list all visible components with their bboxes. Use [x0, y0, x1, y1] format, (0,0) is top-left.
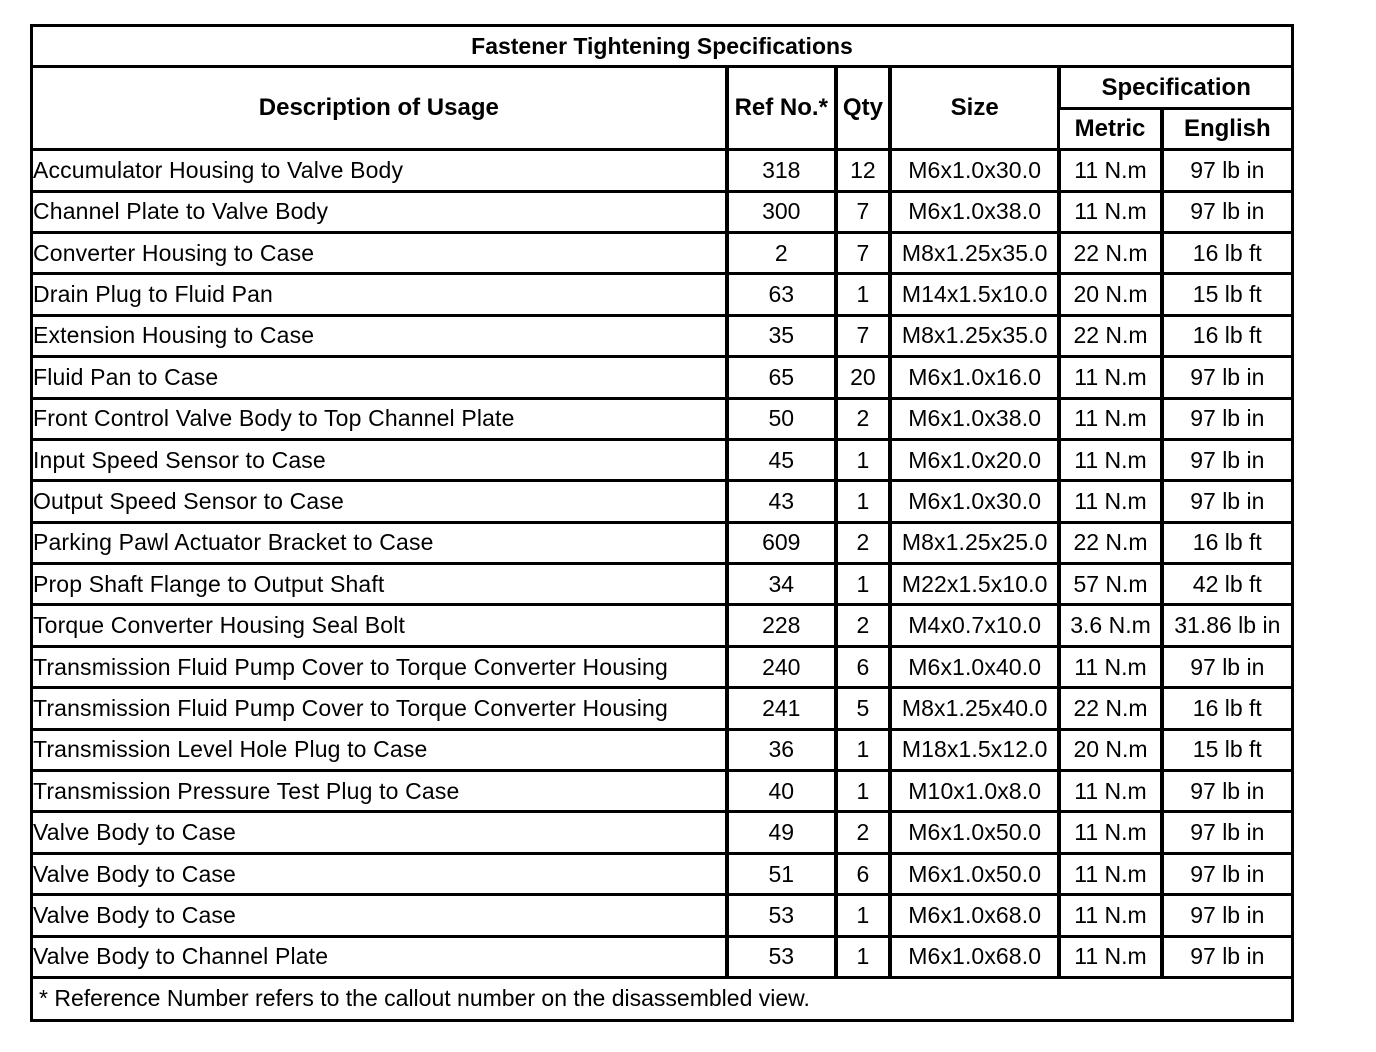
cell-english: 16 lb ft — [1163, 234, 1291, 275]
cell-description: Drain Plug to Fluid Pan — [33, 275, 728, 316]
cell-size: M6x1.0x38.0 — [891, 193, 1060, 234]
cell-size: M6x1.0x68.0 — [891, 938, 1060, 979]
cell-ref-no: 53 — [728, 896, 837, 937]
cell-metric: 11 N.m — [1060, 648, 1162, 689]
cell-metric: 11 N.m — [1060, 482, 1162, 523]
cell-ref-no: 34 — [728, 565, 837, 606]
cell-size: M8x1.25x25.0 — [891, 524, 1060, 565]
cell-qty: 1 — [837, 565, 891, 606]
cell-size: M8x1.25x35.0 — [891, 234, 1060, 275]
header-row-1 — [33, 68, 1291, 109]
cell-metric: 3.6 N.m — [1060, 606, 1162, 647]
cell-description: Fluid Pan to Case — [33, 358, 728, 399]
table-row — [33, 731, 1291, 772]
footer-row — [33, 979, 1291, 1019]
cell-qty: 2 — [837, 606, 891, 647]
cell-description: Valve Body to Case — [33, 813, 728, 854]
cell-english: 97 lb in — [1163, 772, 1291, 813]
cell-description: Transmission Fluid Pump Cover to Torque Converter Housing — [33, 648, 728, 689]
cell-qty: 7 — [837, 193, 891, 234]
cell-size: M6x1.0x30.0 — [891, 151, 1060, 192]
cell-english: 16 lb ft — [1163, 689, 1291, 730]
cell-qty: 6 — [837, 855, 891, 896]
cell-ref-no: 609 — [728, 524, 837, 565]
header-ref-no: Ref No.* — [728, 68, 837, 151]
cell-metric: 22 N.m — [1060, 524, 1162, 565]
table-row — [33, 524, 1291, 565]
cell-size: M18x1.5x12.0 — [891, 731, 1060, 772]
header-description: Description of Usage — [33, 68, 728, 151]
cell-qty: 1 — [837, 482, 891, 523]
table-row — [33, 400, 1291, 441]
cell-english: 97 lb in — [1163, 400, 1291, 441]
cell-ref-no: 36 — [728, 731, 837, 772]
cell-ref-no: 40 — [728, 772, 837, 813]
cell-english: 97 lb in — [1163, 151, 1291, 192]
cell-english: 16 lb ft — [1163, 524, 1291, 565]
cell-metric: 57 N.m — [1060, 565, 1162, 606]
header-size: Size — [891, 68, 1060, 151]
cell-english: 97 lb in — [1163, 441, 1291, 482]
cell-english: 97 lb in — [1163, 855, 1291, 896]
cell-english: 15 lb ft — [1163, 275, 1291, 316]
cell-description: Transmission Pressure Test Plug to Case — [33, 772, 728, 813]
cell-description: Input Speed Sensor to Case — [33, 441, 728, 482]
cell-ref-no: 63 — [728, 275, 837, 316]
table-row — [33, 565, 1291, 606]
cell-qty: 1 — [837, 772, 891, 813]
cell-metric: 11 N.m — [1060, 772, 1162, 813]
cell-metric: 11 N.m — [1060, 193, 1162, 234]
header-metric: Metric — [1060, 110, 1162, 151]
table-row — [33, 358, 1291, 399]
table-row — [33, 648, 1291, 689]
table-row — [33, 938, 1291, 979]
cell-description: Accumulator Housing to Valve Body — [33, 151, 728, 192]
cell-description: Parking Pawl Actuator Bracket to Case — [33, 524, 728, 565]
cell-qty: 1 — [837, 938, 891, 979]
cell-qty: 5 — [837, 689, 891, 730]
cell-english: 97 lb in — [1163, 358, 1291, 399]
cell-metric: 20 N.m — [1060, 731, 1162, 772]
cell-qty: 2 — [837, 524, 891, 565]
cell-english: 97 lb in — [1163, 648, 1291, 689]
table-row — [33, 317, 1291, 358]
cell-metric: 11 N.m — [1060, 400, 1162, 441]
cell-qty: 12 — [837, 151, 891, 192]
cell-english: 97 lb in — [1163, 482, 1291, 523]
cell-description: Output Speed Sensor to Case — [33, 482, 728, 523]
cell-size: M6x1.0x50.0 — [891, 855, 1060, 896]
cell-ref-no: 53 — [728, 938, 837, 979]
table-row — [33, 234, 1291, 275]
cell-metric: 11 N.m — [1060, 151, 1162, 192]
cell-qty: 1 — [837, 731, 891, 772]
cell-metric: 22 N.m — [1060, 234, 1162, 275]
table-row — [33, 855, 1291, 896]
cell-metric: 11 N.m — [1060, 855, 1162, 896]
header-specification: Specification — [1060, 68, 1291, 109]
cell-size: M22x1.5x10.0 — [891, 565, 1060, 606]
header-qty: Qty — [837, 68, 891, 151]
cell-english: 97 lb in — [1163, 938, 1291, 979]
cell-size: M10x1.0x8.0 — [891, 772, 1060, 813]
cell-english: 31.86 lb in — [1163, 606, 1291, 647]
cell-size: M4x0.7x10.0 — [891, 606, 1060, 647]
cell-ref-no: 228 — [728, 606, 837, 647]
title-row — [33, 27, 1291, 68]
cell-qty: 2 — [837, 813, 891, 854]
cell-description: Valve Body to Channel Plate — [33, 938, 728, 979]
cell-qty: 1 — [837, 275, 891, 316]
cell-description: Prop Shaft Flange to Output Shaft — [33, 565, 728, 606]
cell-qty: 2 — [837, 400, 891, 441]
table-row — [33, 482, 1291, 523]
cell-ref-no: 35 — [728, 317, 837, 358]
cell-size: M6x1.0x16.0 — [891, 358, 1060, 399]
cell-qty: 1 — [837, 441, 891, 482]
cell-metric: 22 N.m — [1060, 689, 1162, 730]
table-row — [33, 689, 1291, 730]
table-row — [33, 896, 1291, 937]
cell-description: Transmission Level Hole Plug to Case — [33, 731, 728, 772]
cell-english: 16 lb ft — [1163, 317, 1291, 358]
table-row — [33, 193, 1291, 234]
cell-description: Front Control Valve Body to Top Channel Plate — [33, 400, 728, 441]
table-body — [33, 151, 1291, 979]
table-row — [33, 813, 1291, 854]
cell-size: M6x1.0x38.0 — [891, 400, 1060, 441]
cell-metric: 11 N.m — [1060, 358, 1162, 399]
cell-ref-no: 50 — [728, 400, 837, 441]
cell-ref-no: 49 — [728, 813, 837, 854]
cell-ref-no: 45 — [728, 441, 837, 482]
cell-size: M6x1.0x30.0 — [891, 482, 1060, 523]
table-row — [33, 606, 1291, 647]
table-row — [33, 772, 1291, 813]
cell-qty: 6 — [837, 648, 891, 689]
cell-qty: 20 — [837, 358, 891, 399]
cell-description: Converter Housing to Case — [33, 234, 728, 275]
cell-description: Channel Plate to Valve Body — [33, 193, 728, 234]
footnote: * Reference Number refers to the callout number on the disassembled view. — [39, 985, 810, 1012]
cell-size: M14x1.5x10.0 — [891, 275, 1060, 316]
cell-english: 42 lb ft — [1163, 565, 1291, 606]
cell-english: 97 lb in — [1163, 193, 1291, 234]
cell-english: 15 lb ft — [1163, 731, 1291, 772]
cell-description: Extension Housing to Case — [33, 317, 728, 358]
table-title: Fastener Tightening Specifications — [33, 27, 1291, 68]
table-row — [33, 151, 1291, 192]
cell-size: M6x1.0x20.0 — [891, 441, 1060, 482]
cell-ref-no: 240 — [728, 648, 837, 689]
cell-description: Valve Body to Case — [33, 855, 728, 896]
cell-ref-no: 300 — [728, 193, 837, 234]
cell-ref-no: 2 — [728, 234, 837, 275]
cell-ref-no: 51 — [728, 855, 837, 896]
cell-ref-no: 65 — [728, 358, 837, 399]
cell-metric: 22 N.m — [1060, 317, 1162, 358]
header-english: English — [1163, 110, 1291, 151]
cell-metric: 11 N.m — [1060, 813, 1162, 854]
cell-qty: 1 — [837, 896, 891, 937]
table-row — [33, 275, 1291, 316]
cell-qty: 7 — [837, 317, 891, 358]
cell-description: Valve Body to Case — [33, 896, 728, 937]
cell-english: 97 lb in — [1163, 813, 1291, 854]
cell-size: M8x1.25x35.0 — [891, 317, 1060, 358]
cell-english: 97 lb in — [1163, 896, 1291, 937]
cell-ref-no: 241 — [728, 689, 837, 730]
cell-ref-no: 318 — [728, 151, 837, 192]
cell-metric: 11 N.m — [1060, 441, 1162, 482]
table-row — [33, 441, 1291, 482]
cell-size: M6x1.0x68.0 — [891, 896, 1060, 937]
cell-metric: 20 N.m — [1060, 275, 1162, 316]
fastener-spec-table — [30, 24, 1294, 1022]
cell-metric: 11 N.m — [1060, 896, 1162, 937]
cell-qty: 7 — [837, 234, 891, 275]
cell-description: Transmission Fluid Pump Cover to Torque Converter Housing — [33, 689, 728, 730]
cell-ref-no: 43 — [728, 482, 837, 523]
cell-size: M6x1.0x40.0 — [891, 648, 1060, 689]
cell-size: M6x1.0x50.0 — [891, 813, 1060, 854]
cell-description: Torque Converter Housing Seal Bolt — [33, 606, 728, 647]
cell-metric: 11 N.m — [1060, 938, 1162, 979]
cell-size: M8x1.25x40.0 — [891, 689, 1060, 730]
